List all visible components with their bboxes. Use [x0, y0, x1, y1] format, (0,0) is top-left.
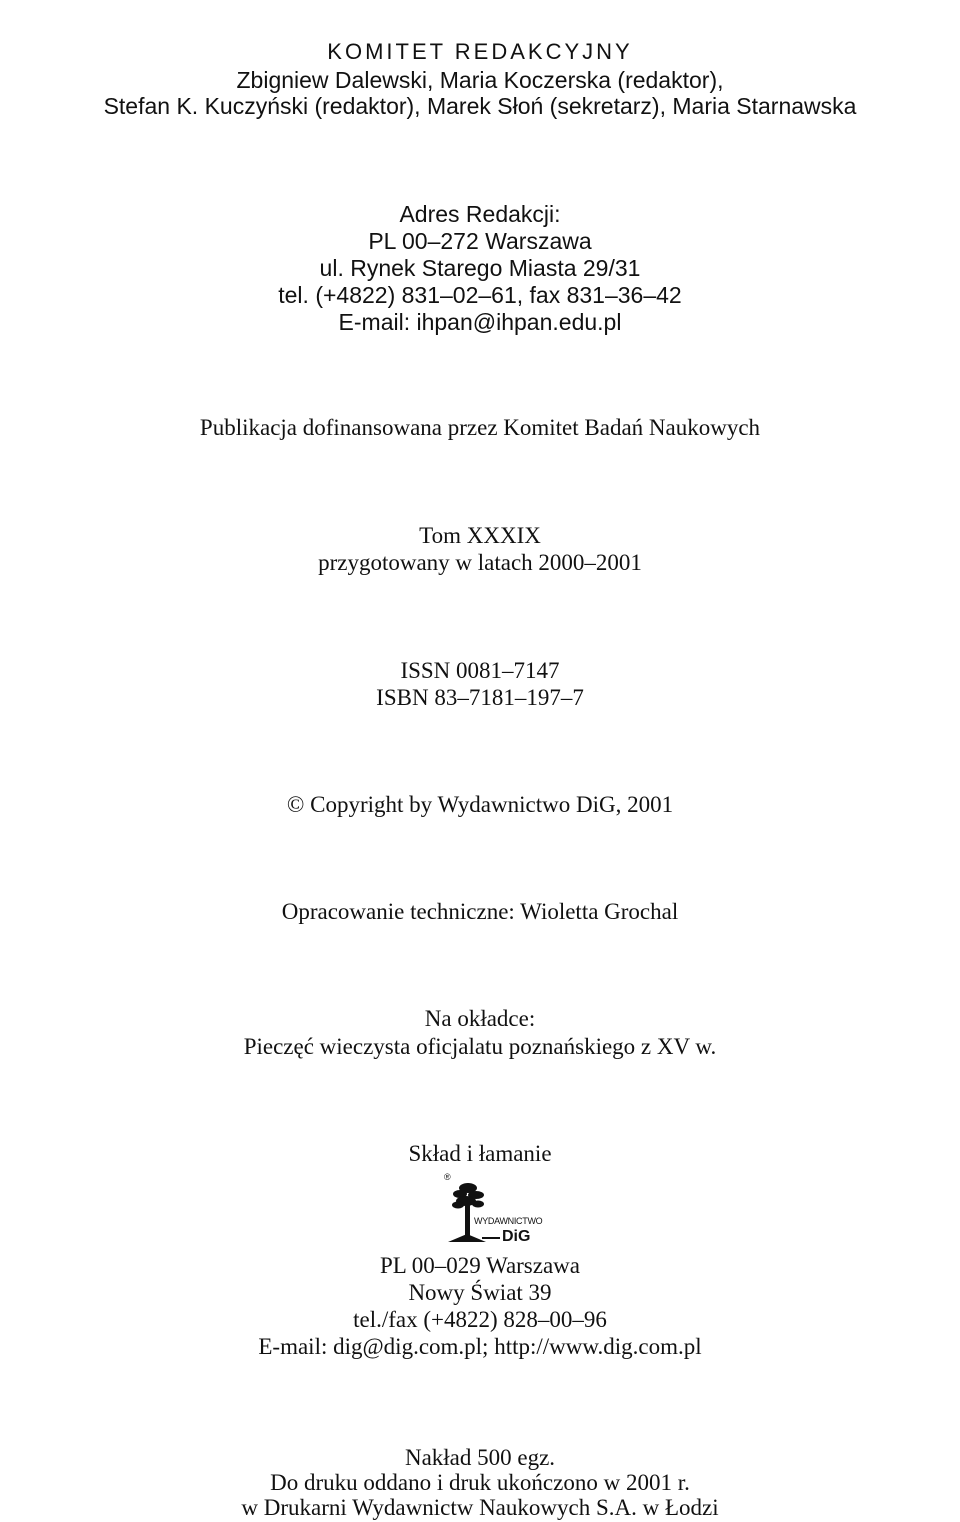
typesetting-city: PL 00–029 Warszawa: [380, 1253, 580, 1278]
volume-prepared: przygotowany w latach 2000–2001: [318, 550, 642, 575]
technical-editor: Opracowanie techniczne: Wioletta Grochal: [281, 899, 679, 924]
funding-note: Publikacja dofinansowana przez Komitet Badań Naukowych: [199, 415, 761, 440]
editorial-address-phone: tel. (+4822) 831–02–61, fax 831–36–42: [278, 282, 682, 308]
copyright-note: © Copyright by Wydawnictwo DiG, 2001: [286, 792, 674, 817]
editorial-address-street: ul. Rynek Starego Miasta 29/31: [319, 255, 641, 281]
committee-members-line-1: Zbigniew Dalewski, Maria Koczerska (redaktor),: [236, 67, 724, 93]
editorial-address-label: Adres Redakcji:: [399, 201, 561, 227]
tree-icon: [448, 1183, 486, 1242]
printer: w Drukarni Wydawnictw Naukowych S.A. w Łodzi: [241, 1495, 719, 1520]
volume-title: Tom XXXIX: [419, 523, 541, 548]
typesetting-label: Skład i łamanie: [408, 1141, 552, 1166]
print-dates: Do druku oddano i druk ukończono w 2001 r.: [270, 1470, 690, 1495]
issn: ISSN 0081–7147: [400, 658, 560, 683]
print-run: Nakład 500 egz.: [404, 1445, 556, 1470]
typesetting-phone: tel./fax (+4822) 828–00–96: [353, 1307, 607, 1332]
cover-description: Pieczęć wieczysta oficjalatu poznańskiego z XV w.: [243, 1034, 717, 1059]
cover-label: Na okładce:: [424, 1006, 536, 1031]
logo-publisher-name: DiG: [502, 1228, 531, 1245]
committee-heading: KOMITET REDAKCYJNY: [327, 39, 633, 64]
editorial-address-email: E-mail: ihpan@ihpan.edu.pl: [338, 309, 622, 335]
editorial-address-city: PL 00–272 Warszawa: [368, 228, 592, 254]
dig-publisher-logo: [438, 1176, 548, 1248]
typesetting-street: Nowy Świat 39: [408, 1280, 552, 1305]
registered-mark: ®: [444, 1172, 451, 1182]
logo-publisher-word: WYDAWNICTWO: [474, 1216, 543, 1226]
committee-members-line-2: Stefan K. Kuczyński (redaktor), Marek Słoń (sekretarz), Maria Starnawska: [103, 93, 857, 119]
isbn: ISBN 83–7181–197–7: [376, 685, 584, 710]
typesetting-contact: E-mail: dig@dig.com.pl; http://www.dig.com.pl: [258, 1334, 702, 1359]
